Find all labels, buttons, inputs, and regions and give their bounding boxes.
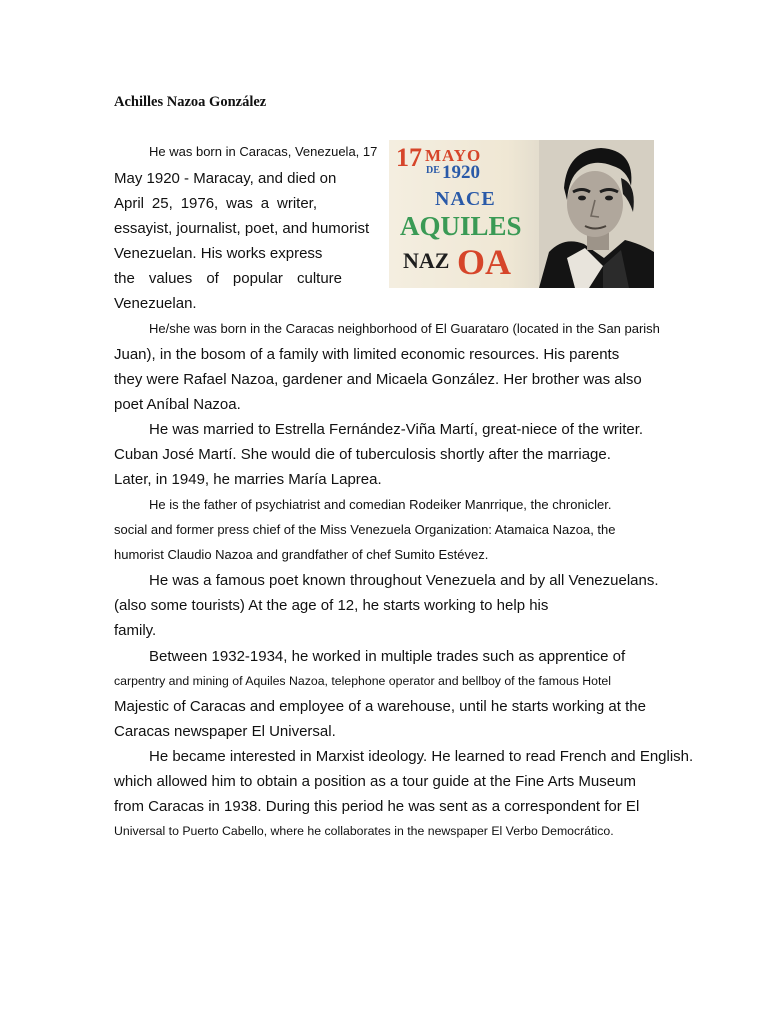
- text-line: Between 1932-1934, he worked in multiple trades such as apprentice of: [149, 648, 626, 665]
- text-line: from Caracas in 1938. During this period he was sent as a correspondent for El: [114, 798, 640, 815]
- text-line: May 1920 - Maracay, and died on: [114, 170, 337, 187]
- aquiles-nazoa-poster-image: [389, 140, 654, 288]
- text-line: essayist, journalist, poet, and humorist: [114, 220, 370, 237]
- document-title: Achilles Nazoa González: [114, 94, 267, 110]
- poster-month: MAYO: [425, 146, 482, 165]
- text-line: humorist Claudio Nazoa and grandfather of chef Sumito Estévez.: [114, 547, 489, 562]
- text-line: carpentry and mining of Aquiles Nazoa, telephone operator and bellboy of the famous Hotel: [114, 674, 611, 688]
- text-line: Cuban José Martí. She would die of tuberculosis shortly after the marriage.: [114, 446, 611, 463]
- poster-word-naz: NAZ: [403, 248, 450, 273]
- text-line: He was a famous poet known throughout Venezuela and by all Venezuelans.: [149, 572, 659, 589]
- text-line: social and former press chief of the Miss Venezuela Organization: Atamaica Nazoa, the: [114, 522, 616, 537]
- text-line: poet Aníbal Nazoa.: [114, 396, 241, 413]
- portrait-photo: [539, 140, 654, 288]
- poster-day: 17: [396, 143, 422, 172]
- text-line: Caracas newspaper El Universal.: [114, 723, 336, 740]
- poster-word-aquiles: AQUILES: [400, 211, 522, 241]
- text-line: which allowed him to obtain a position as a tour guide at the Fine Arts Museum: [114, 773, 636, 790]
- poster-year: 1920: [442, 162, 480, 183]
- text-line: Later, in 1949, he marries María Laprea.: [114, 471, 382, 488]
- text-line: He became interested in Marxist ideology. He learned to read French and English.: [149, 748, 694, 765]
- text-line: Venezuelan. His works express: [114, 245, 323, 262]
- poster-word-nace: NACE: [435, 188, 496, 210]
- text-line: He is the father of psychiatrist and comedian Rodeiker Manrrique, the chronicler.: [149, 497, 612, 512]
- text-line: they were Rafael Nazoa, gardener and Micaela González. Her brother was also: [114, 371, 642, 388]
- text-line: April 25, 1976, was a writer,: [114, 195, 317, 212]
- poster-word-oa: OA: [457, 242, 511, 282]
- text-line: Universal to Puerto Cabello, where he collaborates in the newspaper El Verbo Democrático.: [114, 824, 614, 838]
- text-line: family.: [114, 622, 157, 639]
- text-line: Venezuelan.: [114, 295, 197, 312]
- text-line: the values of popular culture: [114, 270, 342, 287]
- text-line: (also some tourists) At the age of 12, he starts working to help his: [114, 597, 549, 614]
- text-line: Majestic of Caracas and employee of a warehouse, until he starts working at the: [114, 698, 646, 715]
- text-line: He was born in Caracas, Venezuela, 17: [149, 144, 378, 159]
- text-line: Juan), in the bosom of a family with limited economic resources. His parents: [114, 346, 620, 363]
- poster-de: DE: [426, 165, 440, 176]
- text-line: He/she was born in the Caracas neighborhood of El Guarataro (located in the San parish: [149, 321, 660, 336]
- text-line: He was married to Estrella Fernández-Viña Martí, great-niece of the writer.: [149, 421, 644, 438]
